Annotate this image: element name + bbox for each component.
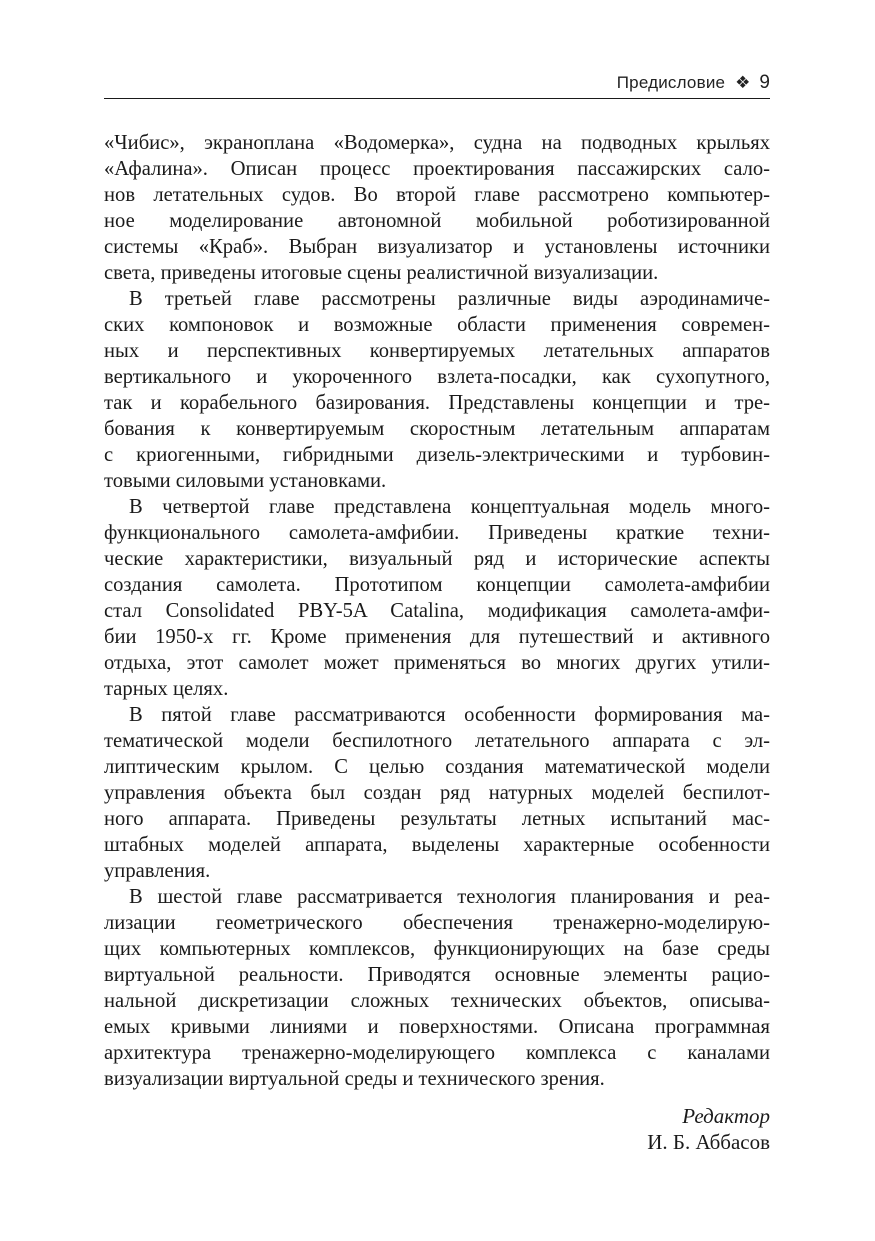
text-line: емых кривыми линиями и поверхностями. Описана программная	[104, 1016, 770, 1038]
text-line: визуализации виртуальной среды и технического зрения.	[104, 1068, 605, 1090]
text-line: В шестой главе рассматривается технология планирования и реа-	[129, 886, 770, 908]
text-line: бии 1950-х гг. Кроме применения для путешествий и активного	[104, 626, 770, 648]
text-line: так и корабельного базирования. Представлены концепции и тре-	[104, 392, 770, 414]
text-line: товыми силовыми установками.	[104, 470, 387, 492]
text-line: тематической модели беспилотного летательного аппарата с эл-	[104, 730, 770, 752]
signature-role: Редактор	[682, 1104, 770, 1128]
text-line: виртуальной реальности. Приводятся основные элементы рацио-	[104, 964, 770, 986]
text-line: с криогенными, гибридными дизель-электрическими и турбовин-	[104, 444, 770, 466]
text-line: управления объекта был создан ряд натурных моделей беспилот-	[104, 782, 770, 804]
ornament-icon: ❖	[735, 73, 751, 93]
paragraph-2	[104, 286, 770, 494]
signature-name: И. Б. Аббасов	[647, 1130, 770, 1154]
text-line: «Афалина». Описан процесс проектирования пассажирских сало-	[104, 158, 770, 180]
text-line: щих компьютерных комплексов, функционирующих на базе среды	[104, 938, 770, 960]
text-line: штабных моделей аппарата, выделены характерные особенности	[104, 834, 770, 856]
paragraph-1	[104, 130, 770, 286]
running-title: Предисловие	[616, 73, 726, 92]
text-line: ных и перспективных конвертируемых летательных аппаратов	[104, 340, 770, 362]
text-line: архитектура тренажерно-моделирующего комплекса с каналами	[104, 1042, 770, 1064]
page-number: 9	[759, 72, 770, 93]
text-line: ное моделирование автономной мобильной роботизированной	[104, 210, 770, 232]
text-line: липтическим крылом. С целью создания математической модели	[104, 756, 770, 778]
text-line: В четвертой главе представлена концептуальная модель много-	[129, 496, 770, 518]
text-line: отдыха, этот самолет может применяться во многих других утили-	[104, 652, 770, 674]
text-line: создания самолета. Прототипом концепции самолета-амфибии	[104, 574, 770, 596]
text-line: света, приведены итоговые сцены реалистичной визуализации.	[104, 262, 659, 284]
text-line: стал Consolidated PBY-5A Catalina, модификация самолета-амфи-	[104, 600, 770, 622]
text-line: ческие характеристики, визуальный ряд и исторические аспекты	[104, 548, 770, 570]
header-right	[617, 68, 770, 98]
text-line: нов летательных судов. Во второй главе рассмотрено компьютер-	[104, 184, 770, 206]
text-line: тарных целях.	[104, 678, 229, 700]
paragraph-3	[104, 494, 770, 702]
text-line: лизации геометрического обеспечения тренажерно-моделирую-	[104, 912, 770, 934]
text-line: нальной дискретизации сложных технических объектов, описыва-	[104, 990, 770, 1012]
text-line: бования к конвертируемым скоростным летательным аппаратам	[104, 418, 770, 440]
text-line: управления.	[104, 860, 211, 882]
text-line: В третьей главе рассмотрены различные виды аэродинамиче-	[129, 288, 770, 310]
text-line: ного аппарата. Приведены результаты летных испытаний мас-	[104, 808, 770, 830]
paragraph-5	[104, 884, 770, 1092]
running-header	[104, 68, 770, 99]
text-line: вертикального и укороченного взлета-посадки, как сухопутного,	[104, 366, 770, 388]
text-line: системы «Краб». Выбран визуализатор и установлены источники	[104, 236, 770, 258]
text-line: ских компоновок и возможные области применения современ-	[104, 314, 770, 336]
body-text	[104, 130, 770, 1092]
signature-block	[647, 1103, 770, 1155]
text-line: функционального самолета-амфибии. Приведены краткие техни-	[104, 522, 770, 544]
text-line: В пятой главе рассматриваются особенности формирования ма-	[129, 704, 770, 726]
text-line: «Чибис», экраноплана «Водомерка», судна на подводных крыльях	[104, 132, 770, 154]
paragraph-4	[104, 702, 770, 884]
